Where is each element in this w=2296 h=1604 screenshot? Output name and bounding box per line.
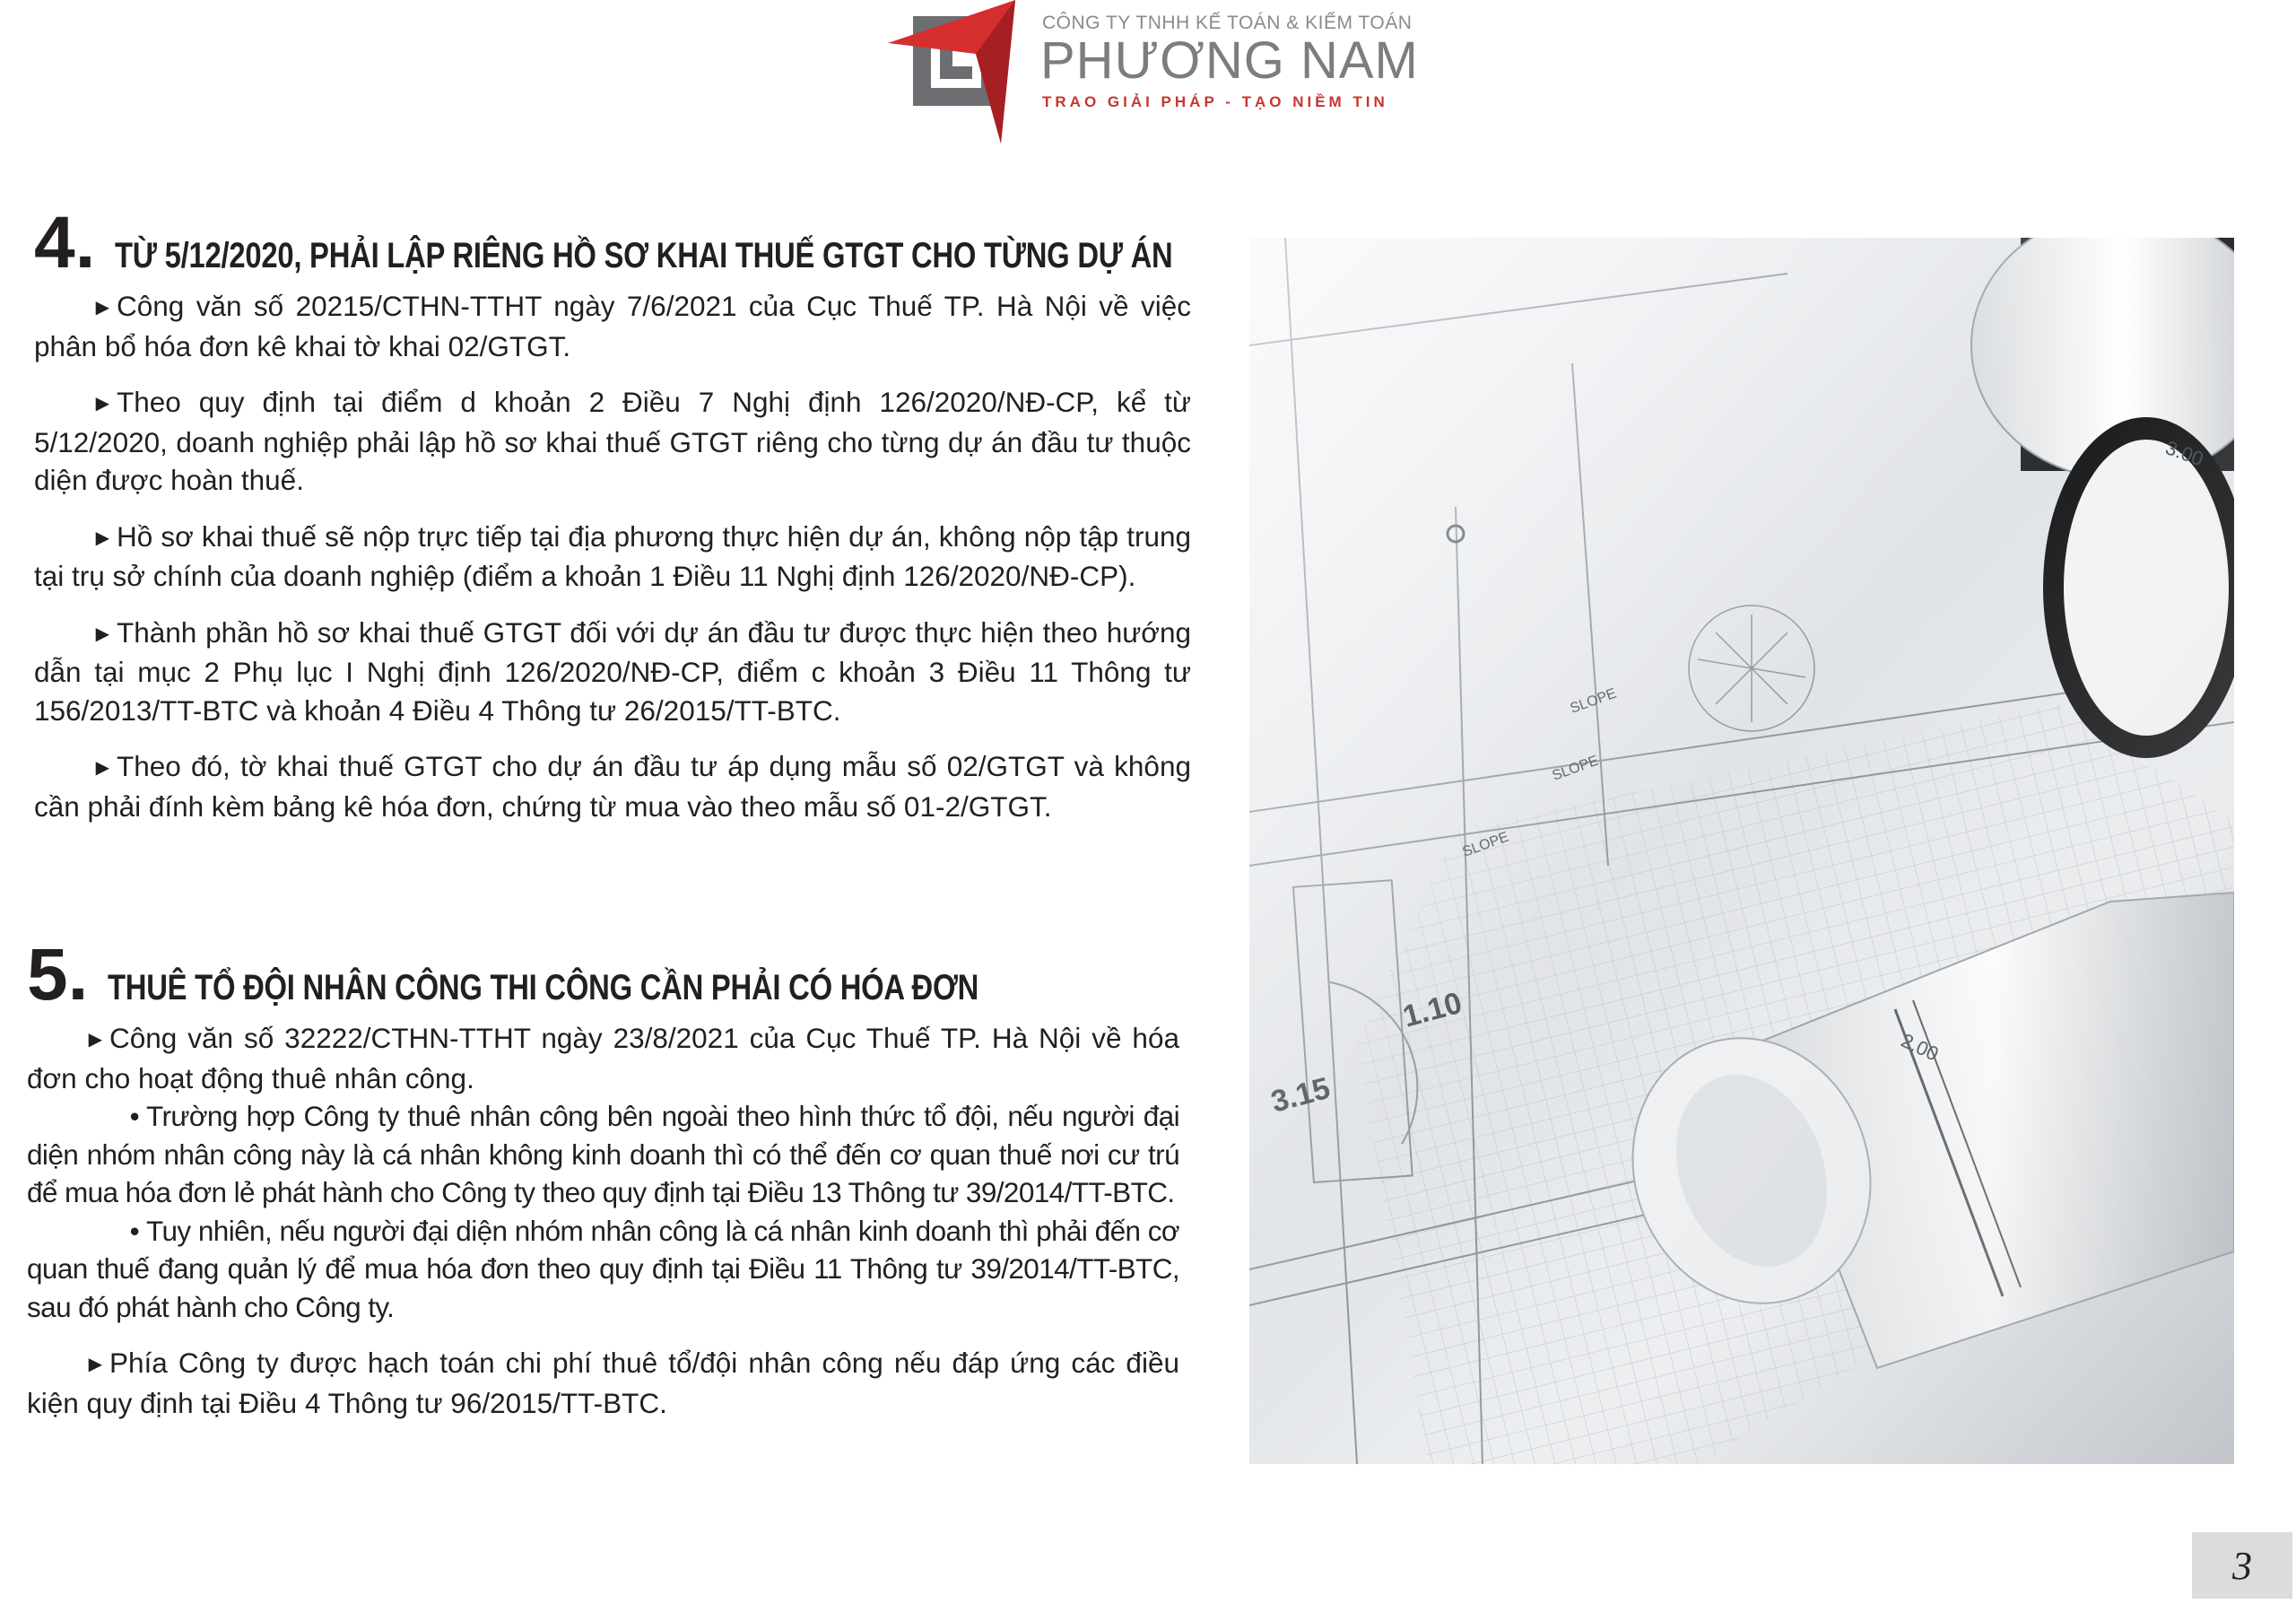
section-5 xyxy=(27,934,1179,1440)
section-5-number: 5. xyxy=(27,934,89,1016)
section-4-number: 4. xyxy=(34,202,96,283)
section-4-title: TỪ 5/12/2020, PHẢI LẬP RIÊNG HỒ SƠ KHAI THUẾ GTGT CHO TỪNG DỰ ÁN xyxy=(115,236,1173,275)
company-logo xyxy=(888,0,1426,144)
triangle-bullet-icon: ▶ xyxy=(95,298,109,318)
logo-mark-icon xyxy=(888,0,1022,144)
section-5-closing: ▶ Phía Công ty được hạch toán chi phí thuê tổ/đội nhân công nếu đáp ứng các điều kiện quy định tại Điều 4 Thông tư 96/2015/TT-BTC. xyxy=(27,1347,1179,1419)
section-5-heading xyxy=(27,934,1179,1019)
section-4-heading xyxy=(34,202,1191,287)
page-number-box xyxy=(2192,1532,2292,1599)
blueprint-photo xyxy=(1249,238,2234,1464)
triangle-bullet-icon: ▶ xyxy=(95,623,109,644)
logo-company-name: PHƯƠNG NAM xyxy=(1040,31,1419,90)
section-5-bullet: • Trường hợp Công ty thuê nhân công bên ngoài theo hình thức tổ đội, nếu người đại diện nhóm nhân công này là cá nhân không kinh doanh thì có thể đến cơ quan thuế nơi cư trú để mua hóa đơn lẻ phát hành cho Công ty theo quy định tại Điều 13 Thông tư 39/2014/TT-BTC. xyxy=(27,1097,1179,1212)
section-4-paragraph: ▶ Hồ sơ khai thuế sẽ nộp trực tiếp tại địa phương thực hiện dự án, không nộp tập trung tại trụ sở chính của doanh nghiệp (điểm a khoản 1 Điều 11 Nghị định 126/2020/NĐ-CP). xyxy=(34,519,1191,592)
triangle-bullet-icon: ▶ xyxy=(88,1355,102,1374)
section-5-bullet: • Tuy nhiên, nếu người đại diện nhóm nhân công là cá nhân kinh doanh thì phải đến cơ quan thuế đang quản lý để mua hóa đơn theo quy định tại Điều 11 Thông tư 39/2014/TT-BTC, sau đó phát hành cho Công ty. xyxy=(27,1212,1179,1327)
section-5-intro: ▶ Công văn số 32222/CTHN-TTHT ngày 23/8/2021 của Cục Thuế TP. Hà Nội về hóa đơn cho hoạt động thuê nhân công. xyxy=(27,1022,1179,1094)
dot-bullet-icon: • xyxy=(129,1214,139,1247)
logo-company-line: CÔNG TY TNHH KẾ TOÁN & KIỂM TOÁN xyxy=(1042,13,1413,33)
section-4-paragraph: ▶ Công văn số 20215/CTHN-TTHT ngày 7/6/2021 của Cục Thuế TP. Hà Nội về việc phân bổ hóa đơn kê khai tờ khai 02/GTGT. xyxy=(34,290,1191,362)
page-number: 3 xyxy=(2232,1543,2252,1588)
section-4-paragraph: ▶ Theo đó, tờ khai thuế GTGT cho dự án đầu tư áp dụng mẫu số 02/GTGT và không cần phải đính kèm bảng kê hóa đơn, chứng từ mua vào theo mẫu số 01-2/GTGT. xyxy=(34,750,1191,823)
triangle-bullet-icon: ▶ xyxy=(95,394,109,414)
dot-bullet-icon: • xyxy=(129,1100,139,1132)
triangle-bullet-icon: ▶ xyxy=(88,1030,102,1050)
logo-slogan: TRAO GIẢI PHÁP - TẠO NIỀM TIN xyxy=(1042,93,1388,110)
section-4 xyxy=(34,202,1191,843)
triangle-bullet-icon: ▶ xyxy=(95,527,109,548)
section-4-paragraph: ▶ Theo quy định tại điểm d khoản 2 Điều 7 Nghị định 126/2020/NĐ-CP, kể từ 5/12/2020, doanh nghiệp phải lập hồ sơ khai thuế GTGT riêng cho từng dự án đầu tư thuộc diện được hoàn thuế. xyxy=(34,386,1191,496)
section-4-paragraph: ▶ Thành phần hồ sơ khai thuế GTGT đối với dự án đầu tư được thực hiện theo hướng dẫn tại mục 2 Phụ lục I Nghị định 126/2020/NĐ-CP, điểm c khoản 3 Điều 11 Thông tư 156/2013/TT-BTC và khoản 4 Điều 4 Thông tư 26/2015/TT-BTC. xyxy=(34,615,1191,727)
triangle-bullet-icon: ▶ xyxy=(95,758,109,778)
blueprint-drawing xyxy=(1249,238,2234,1464)
section-5-title: THUÊ TỔ ĐỘI NHÂN CÔNG THI CÔNG CẦN PHẢI CÓ HÓA ĐƠN xyxy=(108,968,979,1007)
